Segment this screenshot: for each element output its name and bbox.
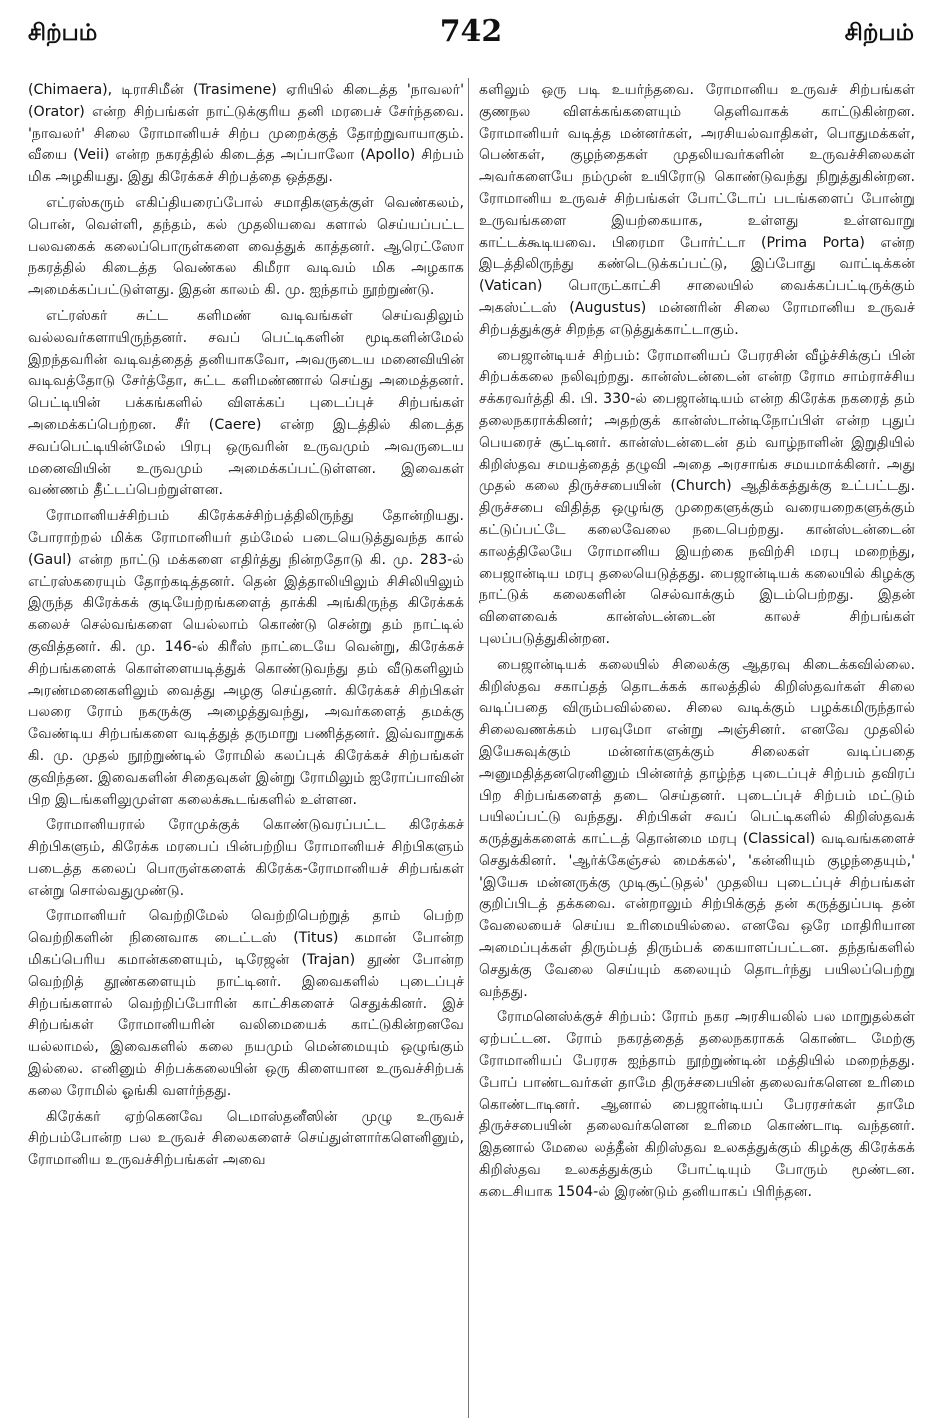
paragraph: எட்ரஸ்கரும் எகிப்தியரைப்போல் சமாதிகளுக்குள் வெண்கலம், பொன், வெள்ளி, தந்தம், கல் முதலியவை களால் செய்யப்பட்ட பலவகைக் கலைப்பொருள்களை வைத்துக் காத்தனர். ஆரெட்ஸோ நகரத்தில் கிடைத்த வெண்கல கிமீரா வடிவம் மிக அழகாக அமைக்கப்பட்டுள்ளது. இதன் காலம் கி. மு. ஐந்தாம் நூற்றுண்டு. (28, 194, 464, 299)
paragraph: களிலும் ஒரு படி உயர்ந்தவை. ரோமானிய உருவச் சிற்பங்கள் குணநல விளக்கங்களையும் தெளிவாகக் காட்டுகின்றன. ரோமானியர் வடித்த மன்னர்கள், அரசியல்வாதிகள், பொதுமக்கள், பெண்கள், குழந்தைகள் முதலியவர்களின் உருவச்சிலைகள் அவர்களையே நம்முன் உயிரோடு கொண்டுவந்து நிறுத்துகின்றன. ரோமானிய உருவச் சிற்பங்கள் போட்டோப் படங்களைப் போன்று உருவங்களை இயற்கையாக, உள்ளது உள்ளவாறு காட்டக்கூடியவை. பிரைமா போர்ட்டா (Prima Porta) என்ற இடத்திலிருந்து கண்டெடுக்கப்பட்டு, இப்போது வாட்டிக்கன் (Vatican) பொருட்காட்சி சாலையில் வைக்கப்பட்டிருக்கும் அகஸ்ட்டஸ் (Augustus) மன்னரின் சிலை ரோமானிய உருவச் சிற்பத்துக்குச் சிறந்த எடுத்துக்காட்டாகும். (479, 82, 915, 338)
paragraph: ரோமானியர் வெற்றிமேல் வெற்றிபெற்றுத் தாம் பெற்ற வெற்றிகளின் நினைவாக டைட்டஸ் (Titus) கமான் போன்ற மிகப்பெரிய கமான்களையும், டிரேஜன் (Trajan) தூண் போன்ற வெற்றித் தூண்களையும் நாட்டினர். இவைகளில் புடைப்புச் சிற்பங்களால் வெற்றிப்போரின் காட்சிகளைச் செதுக்கினர். இச் சிற்பங்கள் ரோமானியரின் வலிமையைக் காட்டுகின்றனவே யல்லாமல், இவைகளில் கலை நயமும் மென்மையும் ஒழுங்கும் இல்லை. எனினும் சிற்பக்கலையின் ஒரு கிளையான உருவச்சிற்பக் கலை ரோமில் ஓங்கி வளர்ந்தது. (28, 908, 464, 1099)
paragraph: பைஜான்டியச் சிற்பம்: ரோமானியப் பேரரசின் வீழ்ச்சிக்குப் பின் சிற்பக்கலை நலிவுற்றது. கான்ஸ்டன்டைன் என்ற ரோம சாம்ராச்சிய சக்கரவர்த்தி கி. பி. 330-ல் பைஜான்டியம் என்ற கிரேக்க நகரைத் தம் தலைநகராக்கினர்; அதற்குக் கான்ஸ்டான்டிநோப்பிள் என்ற புதுப் பெயரைச் சூட்டினர். கான்ஸ்டன்டைன் தம் வாழ்நாளின் இறுதியில் கிறிஸ்தவ சமயத்தைத் தழுவி அதை அரசாங்க சமயமாக்கினர். அது முதல் கலை திருச்சபையின் (Church) ஆதிக்கத்துக்கு உட்பட்டது. திருச்சபை விதித்த ஒழுங்கு முறைகளுக்கும் வரையறைகளுக்கும் கட்டுப்பட்டே கலைவேலை நடைபெற்றது. கான்ஸ்டன்டைன் காலத்திலேயே ரோமானிய இயற்கை நவிற்சி மரபு மறைந்து, பைஜான்டிய மரபு தலையெடுத்தது. பைஜான்டியக் கலையில் கிழக்கு நாட்டுக் கலைகளின் செல்வாக்கும் இடம்பெற்றது. இதன் விளைவைக் கான்ஸ்டன்டைன் காலச் சிற்பங்கள் புலப்படுத்துகின்றன. (479, 347, 915, 647)
right-column (479, 80, 915, 1415)
running-title-right: சிற்பம் (844, 20, 914, 46)
paragraph: எட்ரஸ்கர் சுட்ட களிமண் வடிவங்கள் செய்வதிலும் வல்லவர்களாயிருந்தனர். சவப் பெட்டிகளின் மூடிகளின்மேல் இறந்தவரின் வடிவத்தைத் தனியாகவோ, அவருடைய மனைவியின் வடிவத்தோடு சேர்த்தோ, சுட்ட களிமண்ணால் செய்து அமைத்தனர். பெட்டியின் பக்கங்களில் விளக்கப் புடைப்புச் சிற்பங்கள் அமைக்கப்பெற்றன. சீர் (Caere) என்ற இடத்தில் கிடைத்த சவப்பெட்டியின்மேல் பிரபு ஒருவரின் உருவமும் அவருடைய மனைவியின் உருவமும் அமைக்கப்பட்டுள்ளன. இவைகள் வண்ணம் தீட்டப்பெற்றுள்ளன. (28, 307, 464, 499)
column-divider (468, 78, 469, 1418)
running-title-left: சிற்பம் (28, 20, 98, 46)
left-column (28, 80, 464, 1415)
paragraph: (Chimaera), டிராசிமீன் (Trasimene) ஏரியில் கிடைத்த 'நாவலர்' (Orator) என்ற சிற்பங்கள் நாட்டுக்குரிய தனி மரபைச் சேர்ந்தவை. 'நாவலர்' சிலை ரோமானியச் சிற்ப முறைக்குத் தோற்றுவாயாகும். வீயை (Veii) என்ற நகரத்தில் கிடைத்த அப்பாலோ (Apollo) சிற்பம் மிக அழகியது. இது கிரேக்கச் சிற்பத்தை ஒத்தது. (28, 82, 464, 186)
page-number: 742 (439, 14, 503, 49)
page-header (28, 14, 914, 64)
paragraph: கிரேக்கர் ஏற்கெனவே டெமாஸ்தனீஸின் முழு உருவச் சிற்பம்போன்ற பல உருவச் சிலைகளைச் செய்துள்ளார்களெனினும், ரோமானிய உருவச்சிற்பங்கள் அவை (28, 1108, 464, 1169)
paragraph: பைஜான்டியக் கலையில் சிலைக்கு ஆதரவு கிடைக்கவில்லை. கிறிஸ்தவ சகாப்தத் தொடக்கக் காலத்தில் கிறிஸ்தவர்கள் சிலை வடிப்பதை விரும்பவில்லை. சிலை வடிக்கும் பழக்கமிருந்தால் சிலைவணக்கம் பரவுமோ என்று அஞ்சினர். எனவே முதலில் இயேசுவுக்கும் மன்னர்களுக்கும் சிலைகள் வடிப்பதை அனுமதித்தனரெனினும் பின்னர்த் தாழ்ந்த புடைப்புச் சிற்பம் தவிரப் பிற சிற்பங்களைத் தடை செய்தனர். புடைப்புச் சிற்பம் மட்டும் பயிலப்பட்டு வந்தது. சிற்பிகள் சவப் பெட்டிகளில் கிறிஸ்தவக் கருத்துக்களைக் காட்டத் தொன்மை மரபு (Classical) வடிவங்களைச் செதுக்கினர். 'ஆர்க்கேஞ்சல் மைக்கல்', 'கன்னியும் குழந்தையும்,' 'இயேசு மன்னருக்கு முடிசூட்டுதல்' முதலிய புடைப்புச் சிற்பங்கள் குறிப்பிடத் தக்கவை. என்றாலும் சிற்பிக்குத் தன் கருத்துப்படி தன் வேலையைச் செய்ய உரிமையில்லை. எனவே ஒரே மாதிரியான அமைப்புக்கள் திரும்பத் திரும்பக் கையாளப்பட்டன. தந்தங்களில் செதுக்கு வேலை செய்யும் கலையும் தொடர்ந்து பயிலப்பெற்று வந்தது. (479, 656, 915, 1000)
paragraph: ரோமானியரால் ரோமுக்குக் கொண்டுவரப்பட்ட கிரேக்கச் சிற்பிகளும், கிரேக்க மரபைப் பின்பற்றிய ரோமானியச் சிற்பிகளும் படைத்த கலைப் பொருள்களைக் கிரேக்க-ரோமானியச் சிற்பங்கள் என்று சொல்வதுமுண்டு. (28, 817, 464, 899)
paragraph: ரோமானியச்சிற்பம் கிரேக்கச்சிற்பத்திலிருந்து தோன்றியது. போராற்றல் மிக்க ரோமானியர் தம்மேல் படையெடுத்துவந்த கால் (Gaul) என்ற நாட்டு மக்களை எதிர்த்து நின்றதோடு கி. மு. 283-ல் எட்ரஸ்கரையும் தோற்கடித்தனர். தென் இத்தாலியிலும் சிசிலியிலும் இருந்த கிரேக்கக் குடியேற்றங்களைத் தாக்கி அங்கிருந்த கிரேக்கக் கலைச் செல்வங்களை யெல்லாம் கொண்டு சென்று தம் நாட்டில் குவித்தனர். கி. மு. 146-ல் கிரீஸ் நாட்டையே வென்று, கிரேக்கச் சிற்பங்களைக் கொள்ளையடித்துக் கொண்டுவந்து தம் வீடுகளிலும் அரண்மனைகளிலும் வைத்து அழகு செய்தனர். கிரேக்கச் சிற்பிகள் பலரை ரோம் நகருக்கு அழைத்துவந்து, அவர்களைத் தமக்கு வேண்டிய சிற்பங்களை வடித்துத் தருமாறு பணித்தனர். இவ்வாறுகக் கி. மு. முதல் நூற்றுண்டில் ரோமில் கலப்புக் கிரேக்கச் சிற்பங்கள் குவிந்தன. இவைகளின் சிதைவுகள் இன்று ரோமிலும் ஐரோப்பாவின் பிற இடங்களிலுமுள்ள கலைக்கூடங்களில் உள்ளன. (28, 508, 464, 808)
paragraph: ரோமனெஸ்க்குச் சிற்பம்: ரோம் நகர அரசியலில் பல மாறுதல்கள் ஏற்பட்டன. ரோம் நகரத்தைத் தலைநகராகக் கொண்ட மேற்கு ரோமானியப் பேரரசு ஐந்தாம் நூற்றுண்டின் மத்தியில் மறைந்தது. போப் பாண்டவர்கள் தாமே திருச்சபையின் தலைவர்களென உரிமை கொண்டாடினர். ஆனால் பைஜான்டியப் பேரரசர்கள் தாமே திருச்சபையின் தலைவர்களென உரிமை கொண்டாடி வந்தனர். இதனால் மேலை லத்தீன் கிறிஸ்தவ உலகத்துக்கும் கிழக்கு கிரேக்கக் கிறிஸ்தவ உலகத்துக்கும் போட்டியும் போரும் மூண்டன. கடைசியாக 1504-ல் இரண்டும் தனியாகப் பிரிந்தன. (479, 1009, 915, 1200)
